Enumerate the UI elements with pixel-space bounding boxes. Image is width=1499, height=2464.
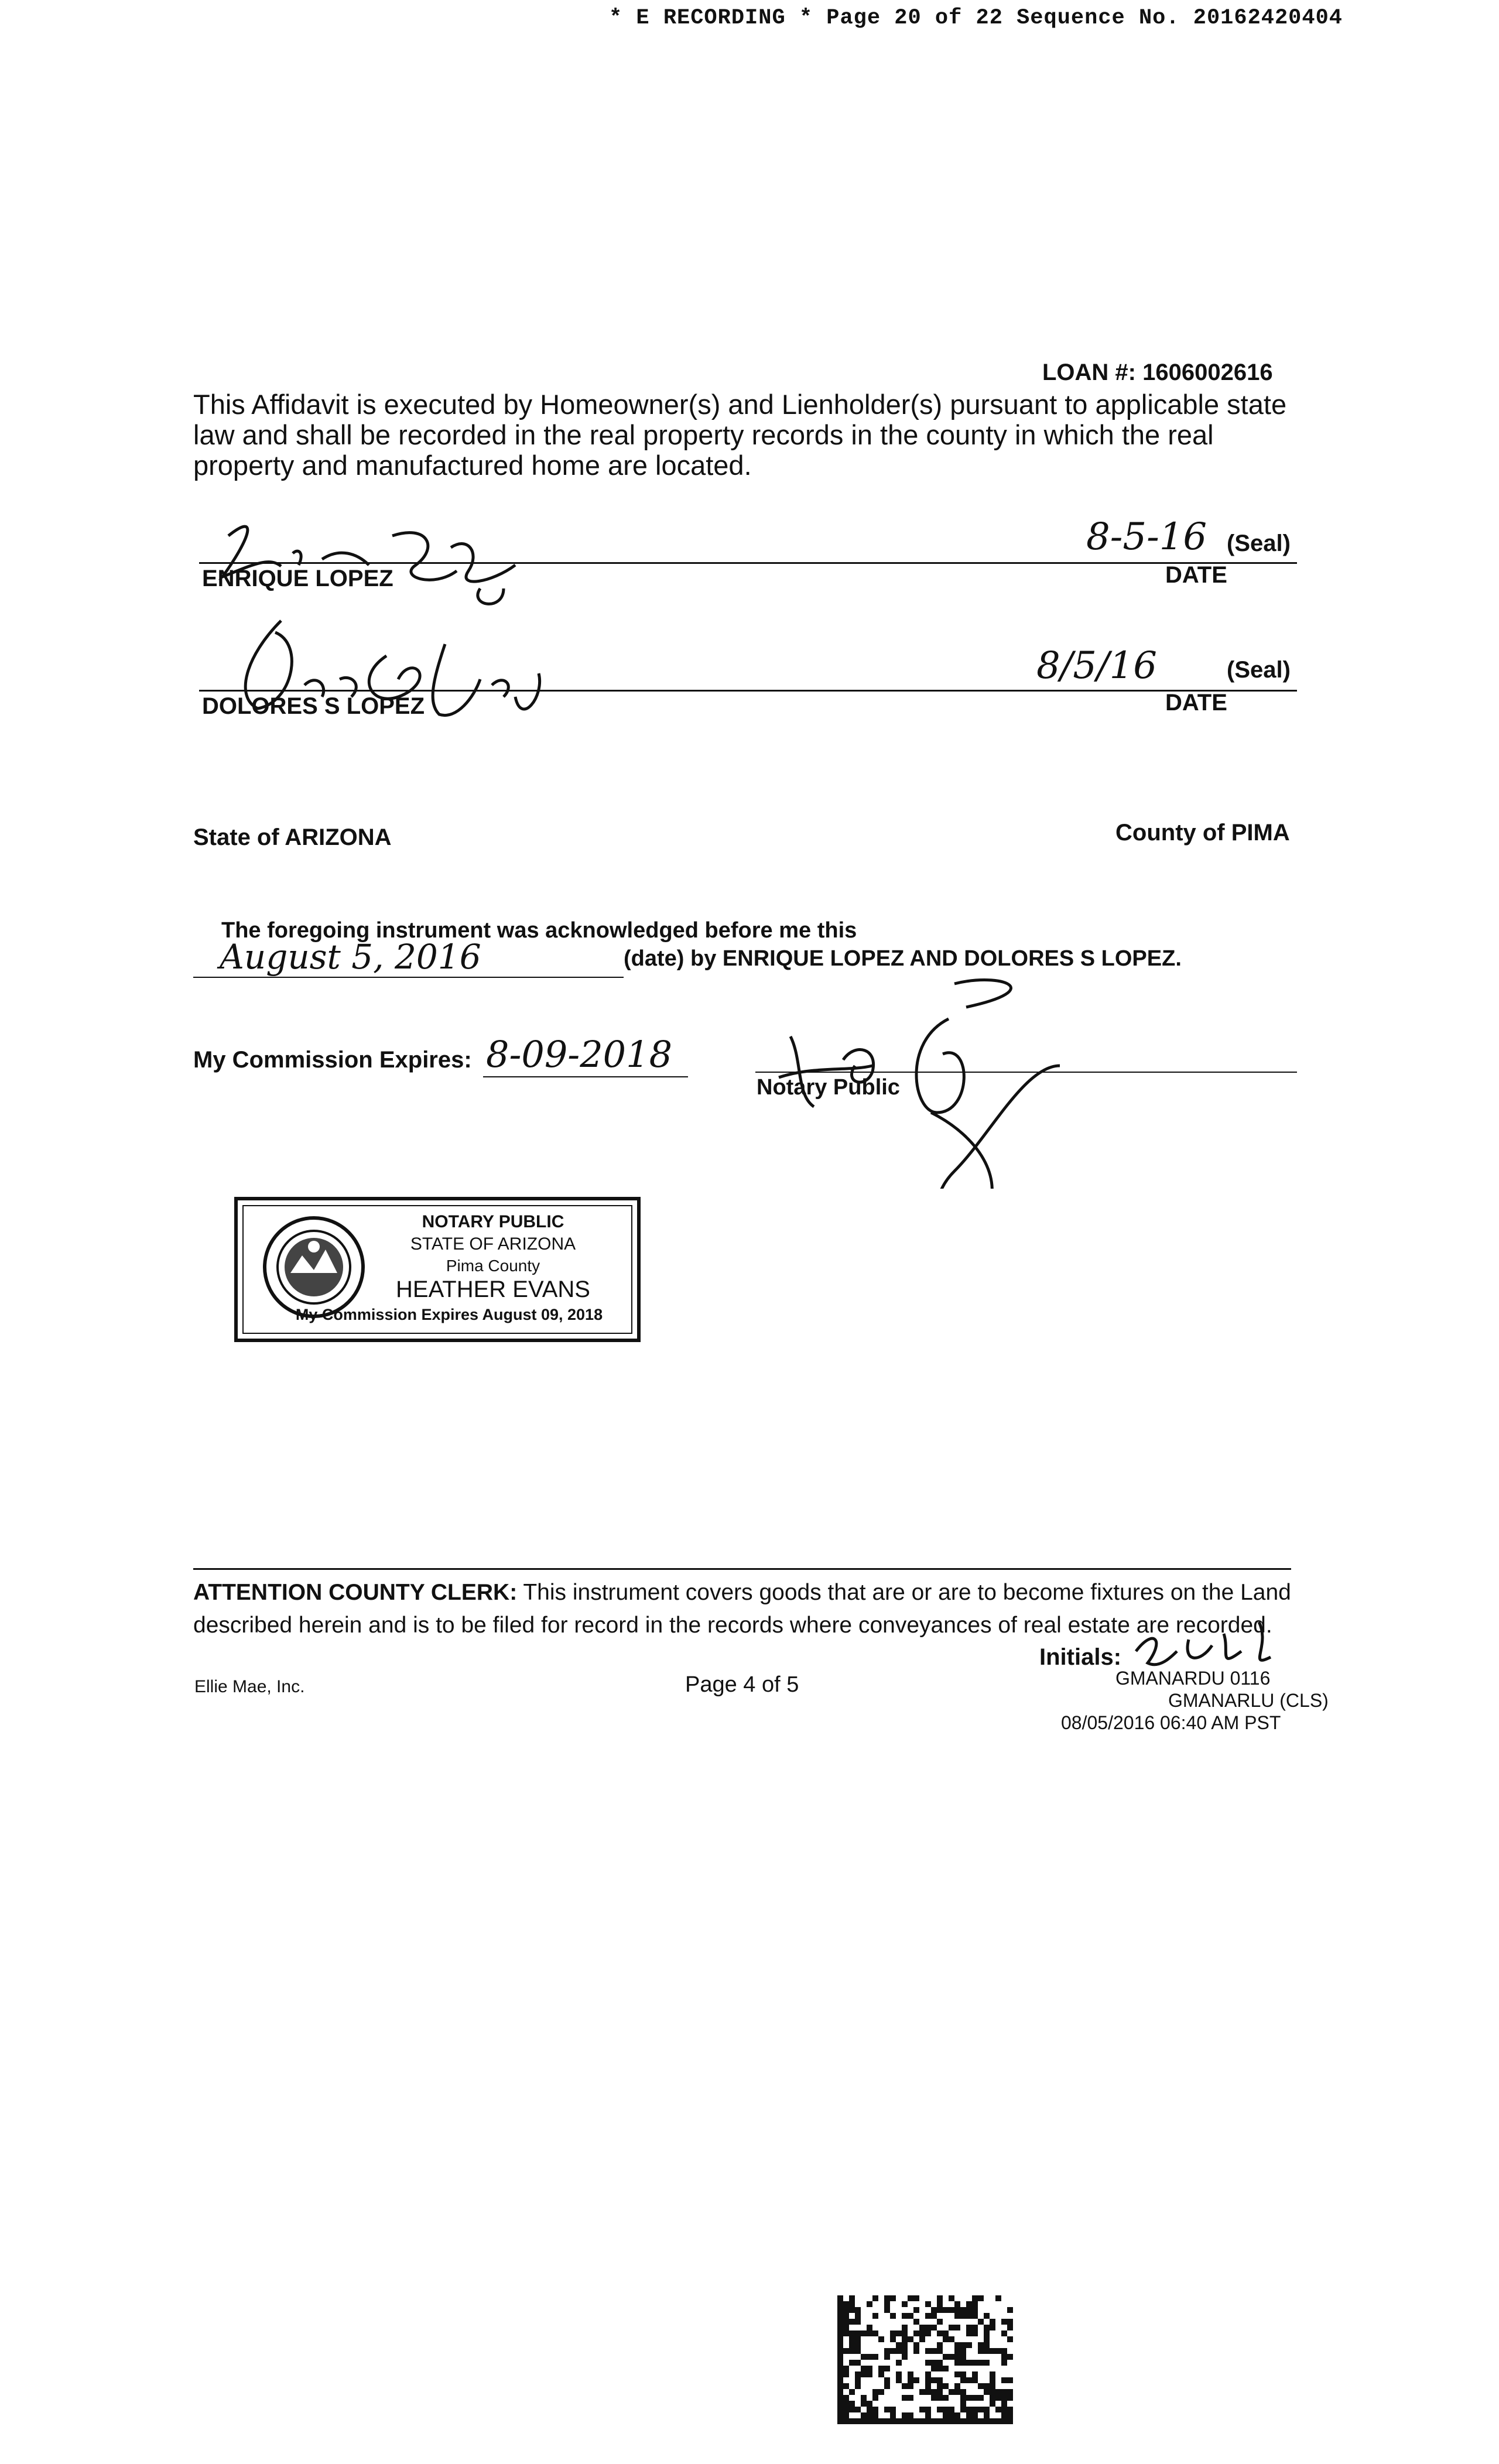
- signer-name-1: ENRIQUE LOPEZ: [202, 566, 393, 591]
- stamp-county: Pima County: [446, 1257, 540, 1275]
- signature-line-1: [199, 562, 1297, 564]
- initials-label: Initials:: [1039, 1644, 1122, 1670]
- datamatrix-barcode-icon: [837, 2295, 1013, 2424]
- acknowledgment-date: August 5, 2016: [220, 937, 481, 977]
- notary-public-label: Notary Public: [757, 1075, 900, 1100]
- footer-vendor: Ellie Mae, Inc.: [194, 1677, 305, 1696]
- footer-form-code-1: GMANARDU 0116: [1115, 1668, 1271, 1689]
- acknowledgment-line-1: The foregoing instrument was acknowledged before me this: [221, 918, 857, 943]
- stamp-notary-name: HEATHER EVANS: [396, 1277, 590, 1302]
- footer-form-code-2: GMANARLU (CLS): [1168, 1690, 1329, 1711]
- signer-date-2: 8/5/16: [1036, 644, 1157, 687]
- footer-rule: [193, 1568, 1291, 1570]
- commission-label: My Commission Expires:: [193, 1047, 472, 1073]
- signer-date-1: 8-5-16: [1086, 515, 1207, 559]
- date-label-1: DATE: [1165, 562, 1227, 588]
- seal-label-1: (Seal): [1227, 531, 1291, 556]
- seal-label-2: (Seal): [1227, 657, 1291, 683]
- state-label: State of ARIZONA: [193, 824, 392, 850]
- stamp-state: STATE OF ARIZONA: [410, 1234, 576, 1254]
- acknowledgment-line-2: (date) by ENRIQUE LOPEZ AND DOLORES S LOPEZ.: [624, 946, 1182, 971]
- stamp-expiration: My Commission Expires August 09, 2018: [295, 1306, 603, 1323]
- state-seal-icon: [261, 1214, 367, 1320]
- footer-page: Page 4 of 5: [685, 1672, 799, 1697]
- signer-name-2: DOLORES S LOPEZ: [202, 693, 425, 719]
- commission-date: 8-09-2018: [486, 1033, 673, 1076]
- date-label-2: DATE: [1165, 690, 1227, 716]
- notary-signature-line: [755, 1072, 1297, 1073]
- signature-line-2: [199, 690, 1297, 692]
- county-label: County of PIMA: [1115, 820, 1290, 846]
- loan-number: LOAN #: 1606002616: [1042, 360, 1273, 385]
- commission-date-line: [483, 1076, 688, 1077]
- attention-label: ATTENTION COUNTY CLERK:: [193, 1580, 518, 1605]
- stamp-title: NOTARY PUBLIC: [422, 1212, 564, 1231]
- affidavit-paragraph: This Affidavit is executed by Homeowner(s) and Lienholder(s) pursuant to applicable state law and shall be recorded in the real property records in the county in which the real property and manufactured home are located.: [193, 389, 1287, 481]
- notary-stamp: [234, 1197, 641, 1342]
- footer-timestamp: 08/05/2016 06:40 AM PST: [1061, 1712, 1281, 1733]
- acknowledgment-date-line: [193, 977, 624, 978]
- recording-header: * E RECORDING * Page 20 of 22 Sequence No. 20162420404: [609, 6, 1343, 30]
- attention-text: This instrument covers goods that are or are to become fixtures on the Land described herein and is to be filed for record in the records where conveyances of real estate are recorded.: [193, 1580, 1291, 1638]
